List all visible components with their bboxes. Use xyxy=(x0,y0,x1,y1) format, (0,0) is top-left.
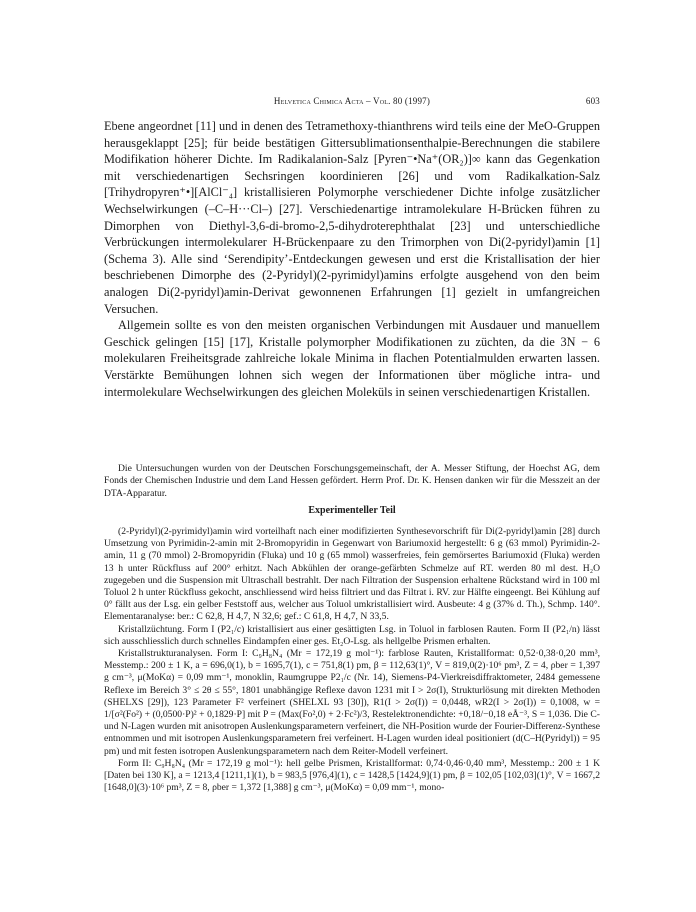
main-text xyxy=(104,118,600,400)
page-number: 603 xyxy=(585,96,600,106)
experimental-paragraph-form-1: Kristallstrukturanalysen. Form I: C₉H₈N₄ (Mr = 172,19 g mol⁻¹): farblose Rauten, Kristallformat: 0,52·0,38·0,20 mm³, Messtemp.: 200 ± 1 K, a = 696,0(1), b = 1695,7(1), c = 751,8(1) pm, β = 112,63(1)°, V = 819,0(2)·10⁶ pm³, Z = 4, ρber = 1,397 g cm⁻³, μ(MoKα) = 0,09 mm⁻¹, monoklin, Raumgruppe P2₁/c (Nr. 14), Siemens-P4-Vierkreisdiffraktometer, 2484 gemessene Reflexe im Bereich 3° ≤ 2θ ≤ 55°, 1801 unabhängige Reflexe davon 1231 mit I > 2σ(I), Strukturlösung mit direkten Methoden (SHELXS [29]), 123 Parameter F² verfeinert (SHELXL 93 [30]), R1(I > 2σ(I)) = 0,0448, wR2(I > 2σ(I)) = 0,1008, w = 1/[σ²(Fo²) + (0,0500·P)² + 0,1829·P] mit P = (Max(Fo²,0) + 2·Fc²)/3, Restelektronendichte: +0,18/−0,18 eÅ⁻³, S = 1,036. Die C- und N-Lagen wurden mit anisotropen Auslenkungsparametern verfeinert, die NH-Position wurde der Fourier-Differenz-Synthese entnommen und mit isotropen Auslenkungsparametern frei verfeinert. H-Lagen wurden ideal positioniert (d(C–H(Pyridyl)) = 95 pm) und mit festen isotropen Auslenkungsparametern nach dem Reiter-Modell verfeinert. xyxy=(104,648,600,757)
journal-title: Helvetica Chimica Acta – Vol. 80 (1997) xyxy=(273,96,431,106)
experimental-paragraph-crystal-growth: Kristallzüchtung. Form I (P2₁/c) kristallisiert aus einer gesättigten Lsg. in Toluol in farblosen Rauten. Form II (P2₁/n) lässt sich ausschliesslich durch schnelles Eindampfen einer ges. Et₂O-Lsg. als hellgelbe Prismen erhalten. xyxy=(104,623,600,647)
section-heading: Experimenteller Teil xyxy=(308,505,396,516)
paragraph-1: Ebene angeordnet [11] und in denen des Tetramethoxy-thianthrens wird teils eine der MeO-Gruppen herausgeklappt [25]; für beide bestätigen Gittersublimationsenthalpie-Berechnungen die stabilere Modifikation höherer Dichte. Im Radikalanion-Salz [Pyren⁻•Na⁺(OR₂)]∞ kann das Gegenkation mit verschiedenartigen Sechsringen koordinieren [26] und vom Radikalkation-Salz [Trihydropyren⁺•][AlCl⁻₄] kristallisieren Polymorphe verschiedener Dichte infolge zusätzlicher Wechselwirkungen (–C–H···Cl–) [27]. Verschiedenartige intramolekulare H-Brücken führen zu Dimorphen von Diethyl-3,6-di-bromo-2,5-dihydroterephthalat [23] und unterschiedliche Verbrückungen intermolekularer H-Brückenpaare zu den Trimorphen von Di(2-pyridyl)amin [1] (Schema 3). Alle sind ‘Serendipity’-Entdeckungen gewesen und erst die Kristallisation der hier beschriebenen Dimorphe des (2-Pyridyl)(2-pyrimidyl)amins erfolgte ausgehend von den beim analogen Di(2-pyridyl)amin-Derivat gewonnenen Erfahrungen [1] gezielt in umfangreichen Versuchen. xyxy=(104,119,600,316)
acknowledgement xyxy=(104,463,600,500)
experimental-paragraph-synthesis: (2-Pyridyl)(2-pyrimidyl)amin wird vorteilhaft nach einer modifizierten Synthesevorschrift für Di(2-pyridyl)amin [28] durch Umsetzung von Pyrimidin-2-amin mit 2-Bromopyridin in Gegenwart von Bariumoxid hergestellt: 6 g (63 mmol) Pyrimidin-2-amin, 11 g (70 mmol) 2-Bromopyridin (Fluka) und 10 g (65 mmol) wasserfreies, fein gemörsertes Bariumoxid (Fluka) werden 13 h unter Rückfluss auf 200° erhitzt. Nach Abkühlen der orange-gefärbten Schmelze auf RT. werden 80 ml dest. H₂O zugegeben und die Suspension mit Ultraschall bestrahlt. Der nach Filtration der Suspension erhaltene Rückstand wird in 100 ml Toluol 2 h unter Rückfluss gekocht, anschliessend wird heiss filtriert und das Filtrat i. RV. zur Hälfte eingeengt. Bei Kühlung auf 0° fällt aus der Lsg. ein gelber Feststoff aus, welcher aus Toluol umkristallisiert wird. Ausbeute: 4 g (37% d. Th.), Schmp. 140°. Elementaranalyse: ber.: C 62,8, H 4,7, N 32,6; gef.: C 61,8, H 4,7, N 33,5. xyxy=(104,526,600,623)
acknowledgement-text: Die Untersuchungen wurden von der Deutschen Forschungsgemeinschaft, der A. Messer Stiftung, der Hoechst AG, dem Fonds der Chemischen Industrie und dem Land Hessen gefördert. Herrn Prof. Dr. K. Hensen danken wir für die Messzeit an der DTA-Apparatur. xyxy=(104,463,600,499)
experimental-section xyxy=(104,526,600,794)
experimental-paragraph-form-2: Form II: C₉H₈N₄ (Mr = 172,19 g mol⁻¹): hell gelbe Prismen, Kristallformat: 0,74·0,46·0,40 mm³, Messtemp.: 200 ± 1 K [Daten bei 130 K], a = 1213,4 [1211,1](1), b = 983,5 [976,4](1), c = 1428,5 [1424,9](1) pm, β = 102,05 [102,03](1)°, V = 1667,2 [1648,0](3)·10⁶ pm³, Z = 8, ρber = 1,372 [1,388] g cm⁻³, μ(MoKα) = 0,09 mm⁻¹, mono- xyxy=(104,757,600,794)
paragraph-2: Allgemein sollte es von den meisten organischen Verbindungen mit Ausdauer und manuellem Geschick gelingen [15] [17], Kristalle polymorpher Modifikationen zu züchten, da die 3N − 6 molekularen Freiheitsgrade zahlreiche lokale Minima in flachen Potentialmulden erwarten lassen. Verstärkte Bemühungen lohnen sich wegen der Informationen über mögliche intra- und intermolekulare Wechselwirkungen des gleichen Moleküls in seinen verschiedenartigen Kristallen. xyxy=(104,318,600,399)
